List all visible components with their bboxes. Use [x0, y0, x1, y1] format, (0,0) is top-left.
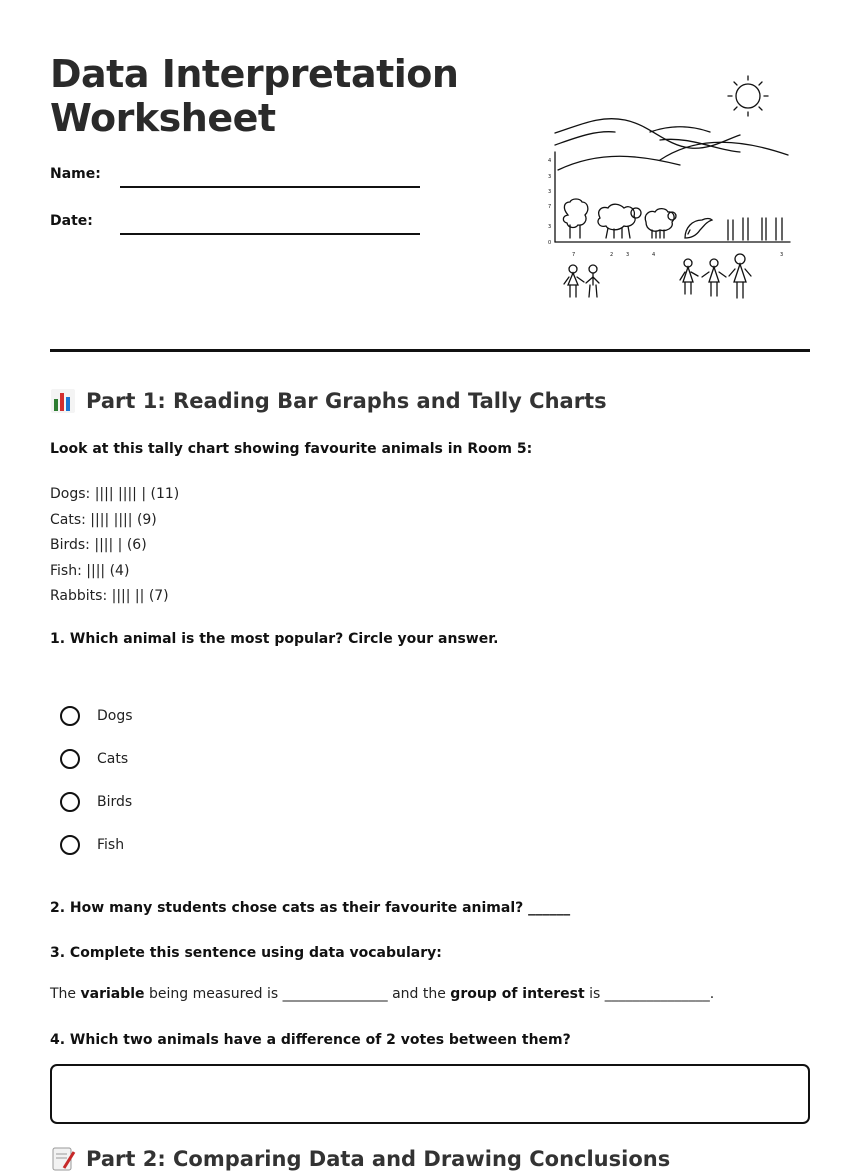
- question-2: 2. How many students chose cats as their favourite animal? ______: [50, 900, 571, 916]
- sun-icon: [728, 76, 768, 116]
- memo-icon: [50, 1146, 76, 1172]
- axis-number: 7: [548, 204, 552, 210]
- radio-circle[interactable]: [60, 835, 80, 855]
- date-field[interactable]: [120, 233, 420, 235]
- tally-row-rabbits: Rabbits: |||| || (7): [50, 588, 169, 604]
- part2-heading: [50, 1146, 670, 1172]
- date-label: Date:: [50, 213, 93, 229]
- axis-number: 4: [652, 252, 656, 258]
- axis-number: 3: [548, 174, 552, 180]
- tally-marks-icon: [728, 218, 782, 240]
- radio-circle[interactable]: [60, 706, 80, 726]
- bird-icon: [685, 219, 712, 239]
- tally-chart: [50, 482, 179, 610]
- part1-heading: [50, 388, 607, 414]
- bar-chart-icon: [50, 388, 76, 414]
- sentence-text: The: [50, 986, 81, 1002]
- axis-number: 7: [572, 252, 576, 258]
- axis-number: 4: [548, 158, 552, 164]
- tally-row-fish: Fish: |||| (4): [50, 562, 130, 579]
- option-label: Cats: [97, 750, 129, 767]
- question-3-sentence: [50, 986, 714, 1002]
- axis-number: 3: [780, 252, 784, 258]
- option-fish[interactable]: [60, 823, 133, 866]
- question-3: 3. Complete this sentence using data vocabulary:: [50, 945, 442, 961]
- children-icon: [680, 254, 751, 298]
- mini-bar-chart-icon: [555, 152, 790, 242]
- sentence-text: is _______________.: [584, 986, 715, 1002]
- question-4-answer-box[interactable]: [50, 1064, 810, 1124]
- option-label: Fish: [97, 836, 125, 853]
- title-line-1: Data Interpretation: [50, 52, 459, 96]
- question-1: 1. Which animal is the most popular? Circle your answer.: [50, 631, 499, 647]
- part1-heading-text: Part 1: Reading Bar Graphs and Tally Charts: [86, 389, 607, 413]
- question-1-options: [60, 694, 133, 866]
- axis-number: 3: [548, 224, 552, 230]
- dog-icon: [563, 199, 587, 238]
- tally-intro: Look at this tally chart showing favourite animals in Room 5:: [50, 441, 533, 457]
- option-birds[interactable]: [60, 780, 133, 823]
- option-cats[interactable]: [60, 737, 133, 780]
- sheep-icon: [645, 209, 676, 238]
- children-icon: [564, 265, 599, 297]
- part2-heading-text: Part 2: Comparing Data and Drawing Conclusions: [86, 1147, 671, 1171]
- option-dogs[interactable]: [60, 694, 133, 737]
- name-label: Name:: [50, 166, 101, 182]
- name-field[interactable]: [120, 186, 420, 188]
- sentence-keyword-variable: variable: [80, 986, 145, 1002]
- sentence-text: being measured is _______________ and the: [144, 986, 451, 1002]
- title-line-2: Worksheet: [50, 96, 276, 140]
- sheep-icon: [598, 204, 641, 238]
- question-4: 4. Which two animals have a difference of 2 votes between them?: [50, 1032, 571, 1048]
- option-label: Birds: [97, 793, 133, 810]
- tally-row-birds: Birds: |||| | (6): [50, 537, 147, 553]
- radio-circle[interactable]: [60, 792, 80, 812]
- axis-number: 0: [548, 240, 552, 246]
- axis-number: 3: [548, 189, 552, 195]
- radio-circle[interactable]: [60, 749, 80, 769]
- worksheet-title: [50, 52, 458, 140]
- worksheet-illustration: [540, 70, 810, 310]
- option-label: Dogs: [97, 707, 133, 724]
- tally-row-cats: Cats: |||| |||| (9): [50, 511, 157, 528]
- header-divider: [50, 349, 810, 352]
- sentence-keyword-group: group of interest: [450, 986, 585, 1002]
- hills-icon: [555, 119, 788, 170]
- axis-number: 3: [626, 252, 630, 258]
- axis-number: 2: [610, 252, 614, 258]
- tally-row-dogs: Dogs: |||| |||| | (11): [50, 486, 180, 502]
